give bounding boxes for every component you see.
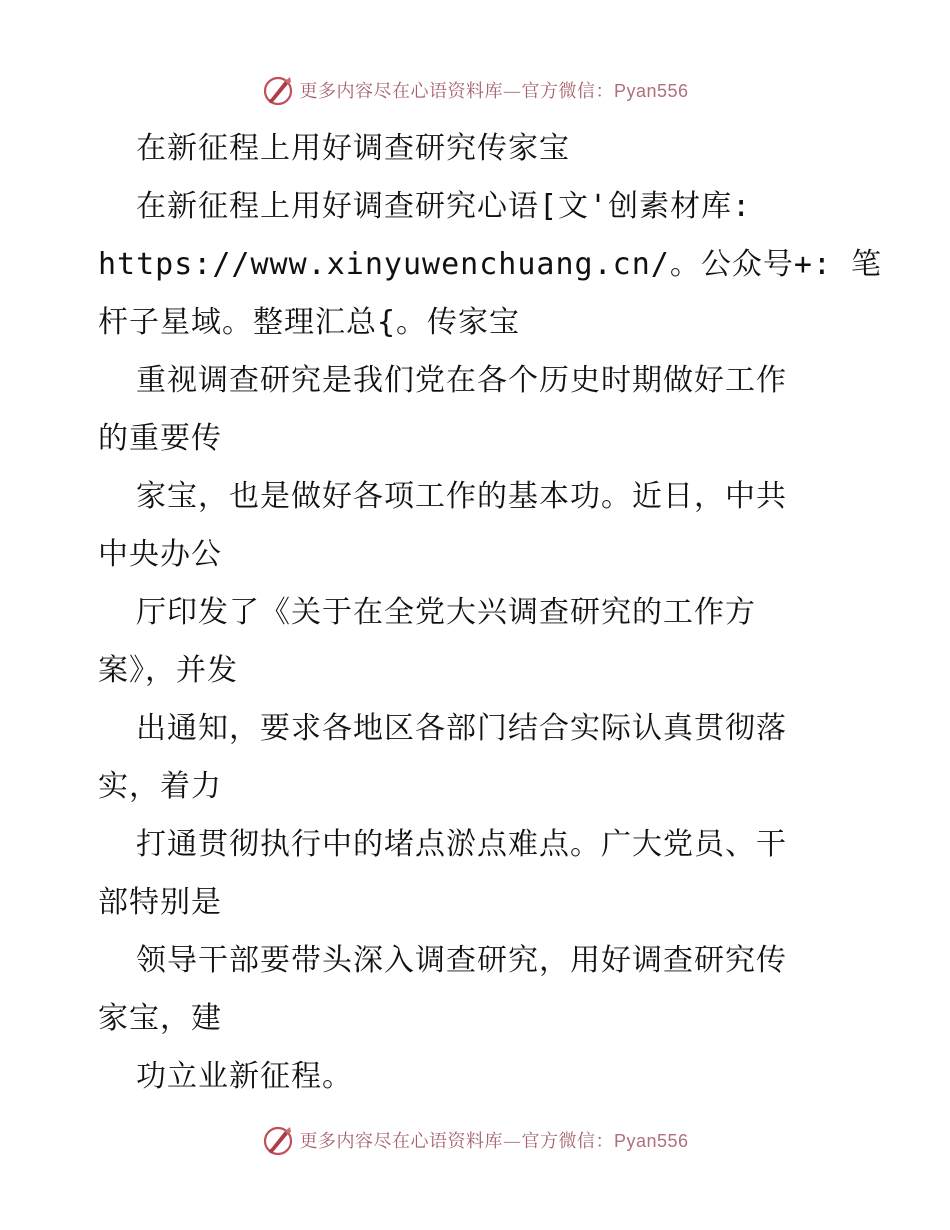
paragraph-line: 厅印发了《关于在全党大兴调查研究的工作方 [136,595,756,630]
paragraph-line: 实，着力 [98,769,222,804]
paragraph-line: 案》，并发 [98,653,238,688]
footer-watermark-banner [0,1120,950,1160]
paragraph-line: 重视调查研究是我们党在各个历史时期做好工作 [136,363,787,398]
paragraph-line: 打通贯彻执行中的堵点淤点难点。广大党员、干 [136,827,787,862]
paragraph-line: 的重要传 [98,421,222,456]
paragraph-line: 杆子星域。整理汇总{。传家宝 [98,305,521,340]
paragraph-line: 功立业新征程。 [136,1059,353,1094]
header-watermark-banner [0,70,950,110]
watermark-text: 更多内容尽在心语资料库—官方微信：Pyan556 [299,1131,689,1152]
paragraph-line: 在新征程上用好调查研究心语[文'创素材库: [136,189,752,224]
paragraph-line: 出通知，要求各地区各部门结合实际认真贯彻落 [136,711,787,746]
paragraph-line: https://www.xinyuwenchuang.cn/。公众号+: 笔 [98,247,883,282]
quill-pen-logo-icon [261,73,295,107]
watermark-text: 更多内容尽在心语资料库—官方微信：Pyan556 [299,81,689,102]
quill-pen-logo-icon [261,1123,295,1157]
paragraph-line: 家宝，也是做好各项工作的基本功。近日，中共 [136,479,787,514]
document-title: 在新征程上用好调查研究传家宝 [136,131,570,166]
paragraph-line: 中央办公 [98,537,222,572]
paragraph-line: 家宝，建 [98,1001,222,1036]
document-body [98,120,883,1106]
paragraph-line: 领导干部要带头深入调查研究，用好调查研究传 [136,943,787,978]
paragraph-line: 部特别是 [98,885,222,920]
